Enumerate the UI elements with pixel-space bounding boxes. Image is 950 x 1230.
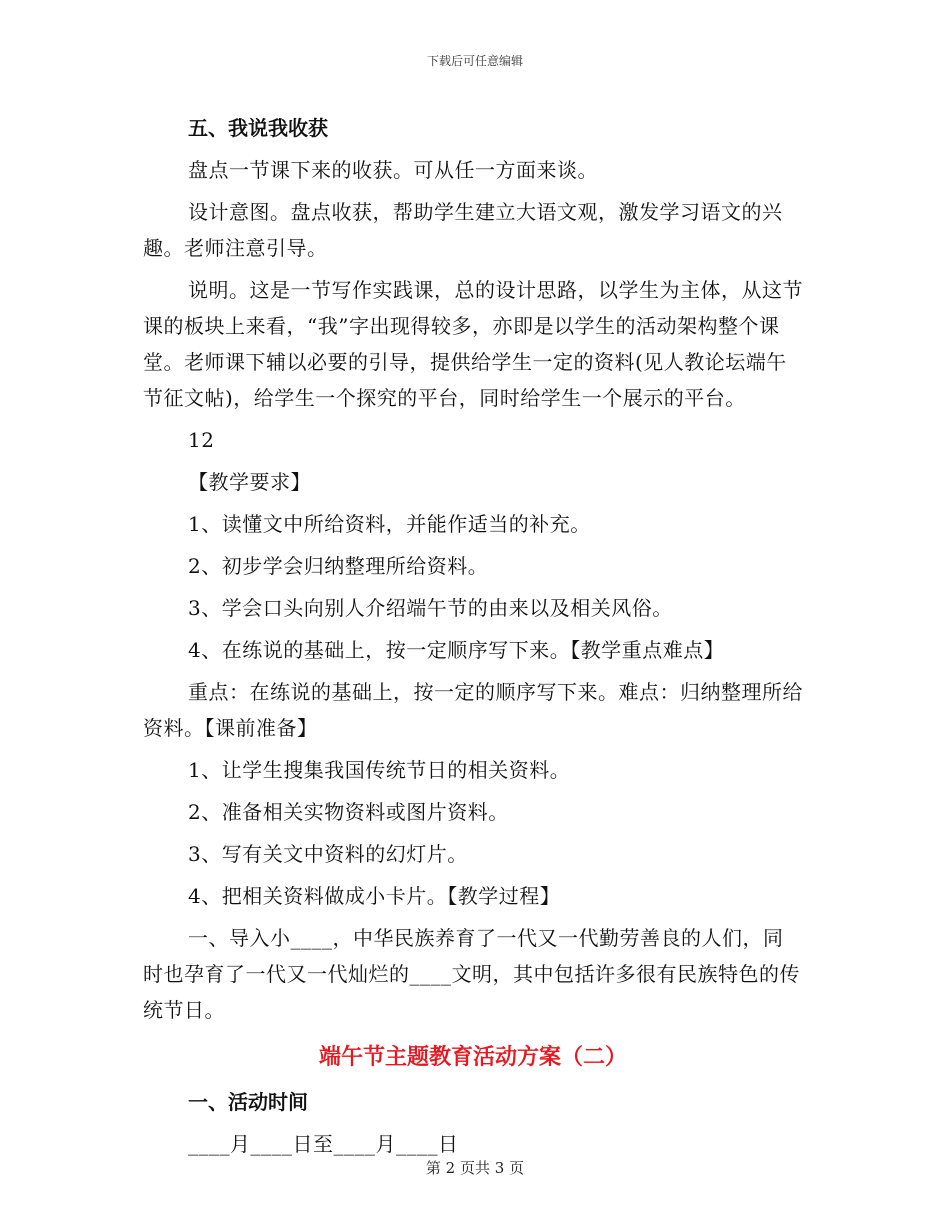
paragraph: 2、初步学会归纳整理所给资料。 [188,554,489,578]
page-footer: 第 2 页共 3 页 [425,1159,525,1177]
paragraph: 1、让学生搜集我国传统节日的相关资料。 [188,758,571,782]
paragraph: 重点：在练说的基础上，按一定的顺序写下来。难点：归纳整理所给资料。【课前准备】 [143,680,803,740]
section-heading-time: 一、活动时间 [188,1090,308,1114]
paragraph: 1、读懂文中所给资料，并能作适当的补充。 [188,512,591,536]
paragraph: 一、导入小____，中华民族养育了一代又一代勤劳善良的人们，同时也孕育了一代又一代灿烂的____文明，其中包括许多很有民族特色的传统节日。 [143,926,800,1022]
page-header: 下载后可任意编辑 [426,54,523,68]
paragraph: 4、把相关资料做成小卡片。【教学过程】 [188,884,561,908]
paragraph: 4、在练说的基础上，按一定顺序写下来。【教学重点难点】 [188,638,725,662]
document-body [143,110,803,1168]
document-title: 端午节主题教育活动方案（二） [318,1045,627,1070]
paragraph: 【教学要求】 [188,470,311,494]
paragraph: 说明。这是一节写作实践课，总的设计思路，以学生为主体，从这节课的板块上来看，“我”字出现得较多，亦即是以学生的活动架构整个课堂。老师课下辅以必要的引导，提供给学生一定的资料(见人教论坛端午节征文帖)，给学生一个探究的平台，同时给学生一个展示的平台。 [143,278,803,410]
section-heading-harvest: 五、我说我收获 [188,116,328,140]
paragraph: 盘点一节课下来的收获。可从任一方面来谈。 [188,158,598,182]
paragraph: 2、准备相关实物资料或图片资料。 [188,800,509,824]
paragraph: 3、学会口头向别人介绍端午节的由来以及相关风俗。 [188,596,673,620]
paragraph: ____月____日至____月____日 [188,1132,459,1156]
paragraph: 3、写有关文中资料的幻灯片。 [188,842,468,866]
paragraph: 设计意图。盘点收获，帮助学生建立大语文观，激发学习语文的兴趣。老师注意引导。 [143,200,783,260]
paragraph: 12 [188,428,215,452]
